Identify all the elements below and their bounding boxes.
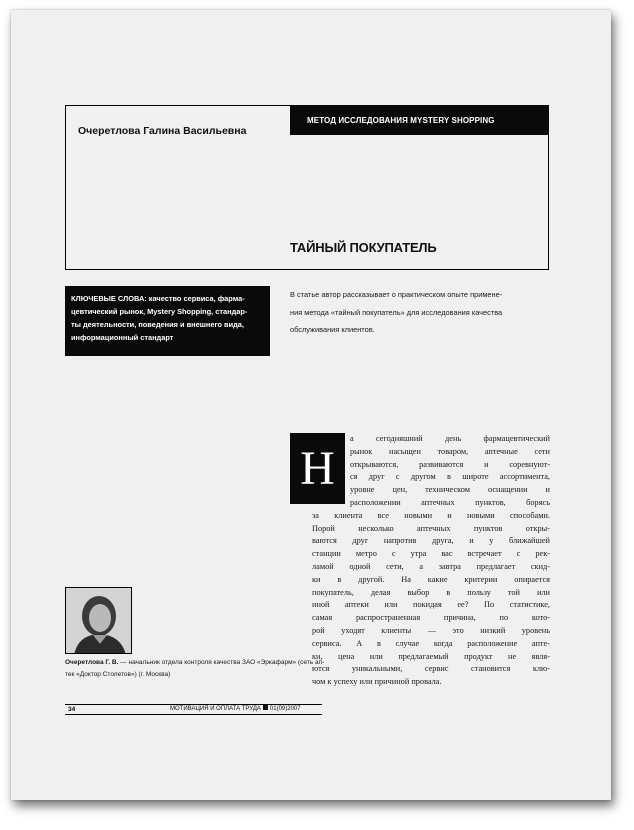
- journal-name: МОТИВАЦИЯ И ОПЛАТА ТРУДА: [170, 706, 261, 712]
- article-line: ки в другой. На какие критерии опирается: [312, 574, 550, 584]
- article-line: ки, цена или предлагаемый продукт не явля-: [312, 651, 550, 661]
- article-line: станции метро с утра вас встречает с рек-: [312, 549, 550, 559]
- article-body: [312, 433, 550, 689]
- caption-author-name: Очеретлова Г. В.: [65, 659, 119, 666]
- article-line: рынок насыщен товаром, аптечные сети: [350, 446, 550, 456]
- keywords-box: [65, 286, 270, 356]
- issue-number: 01(09)2007: [269, 706, 301, 712]
- abstract-line: обслуживания клиентов.: [290, 325, 375, 334]
- article-line: а сегодняшний день фармацевтический: [350, 434, 550, 443]
- abstract: [290, 286, 552, 339]
- article-line: ся друг с другом в широте ассортимента,: [350, 472, 550, 482]
- keywords-line: ты деятельности, поведения и внешнего вида,: [71, 320, 244, 329]
- article-line: самая распространенная причина, по кото-: [312, 613, 550, 623]
- page-number: 34: [68, 706, 76, 713]
- author-photo: [65, 587, 132, 654]
- author-name: Очеретлова Галина Васильевна: [78, 125, 247, 137]
- article-line: Порой несколько аптечных пунктов откры-: [312, 523, 550, 533]
- journal-footer: [170, 705, 301, 714]
- caption-text: — начальник отдела контроля качества ЗАО «Эркафарм» (сеть ап-: [118, 659, 325, 666]
- article-line: ваются друг напротив друга, и у ближайшей: [312, 536, 550, 546]
- abstract-line: ния метода «тайный покупатель» для исследования качества: [290, 307, 503, 317]
- article-line: ламой одной сети, а завтра предлагает скид-: [312, 561, 550, 571]
- keywords-line: цевтический рынок, Mystery Shopping, стандар-: [71, 307, 248, 316]
- section-label: МЕТОД ИССЛЕДОВАНИЯ MYSTERY SHOPPING: [290, 105, 549, 135]
- article-line: чом к успеху или причиной провала.: [312, 677, 442, 687]
- author-caption: [65, 657, 327, 680]
- article-line: иной аптеки или покидая ее? По статистике,: [312, 600, 550, 610]
- drop-cap: Н: [290, 433, 345, 504]
- article-line: сервиса. А в случае когда расположение апте-: [312, 638, 550, 648]
- author-portrait-image: [66, 588, 132, 654]
- article-line: расположении аптечных пунктов, борясь: [350, 497, 550, 507]
- article-line: открываются, развиваются и соревнуют-: [350, 459, 550, 469]
- article-line: ются уникальными, сервис становится клю-: [312, 664, 550, 674]
- article-line: за клиента все новыми и новыми способами.: [312, 510, 550, 520]
- article-line: рой уходят клиенты — это низкий уровень: [312, 625, 550, 635]
- keywords-line: КЛЮЧЕВЫЕ СЛОВА: качество сервиса, фарма-: [71, 294, 245, 303]
- article-title: ТАЙНЫЙ ПОКУПАТЕЛЬ: [290, 240, 437, 255]
- article-line: покупатель, делая выбор в пользу той или: [312, 587, 550, 597]
- article-line: уровне цен, техническом оснащении и: [350, 485, 550, 495]
- caption-text: тек «Доктор Столетов») (г. Москва): [65, 670, 171, 678]
- keywords-line: информационный стандарт: [71, 333, 174, 342]
- abstract-line: В статье автор рассказывает о практическом опыте примене-: [290, 290, 503, 299]
- square-bullet-icon: [263, 705, 268, 710]
